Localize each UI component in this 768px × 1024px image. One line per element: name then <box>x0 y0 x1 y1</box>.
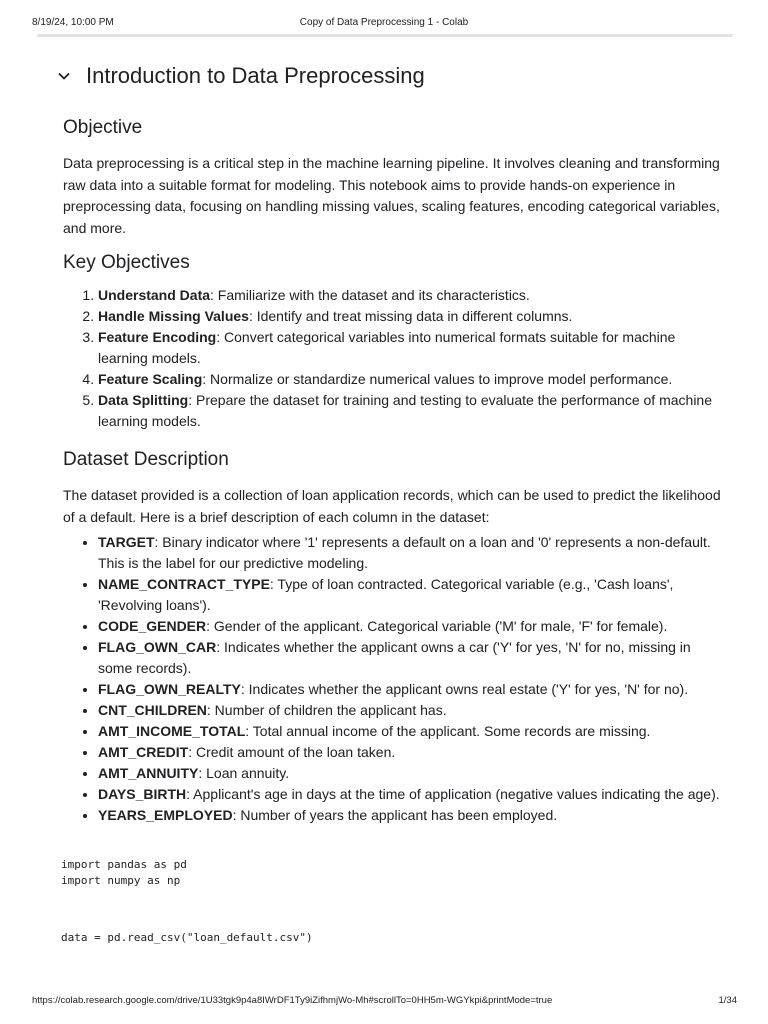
list-item <box>98 763 728 784</box>
column-term: NAME_CONTRACT_TYPE <box>98 576 270 592</box>
list-item <box>98 805 728 826</box>
column-desc: : Number of children the applicant has. <box>206 702 447 718</box>
item-term: Feature Encoding <box>98 329 217 345</box>
item-term: Data Splitting <box>98 392 189 408</box>
column-desc: : Applicant's age in days at the time of application (negative values indicating the age). <box>186 786 720 802</box>
column-desc: : Type of loan contracted. Categorical variable (e.g., 'Cash loans', 'Revolving loans'). <box>98 576 674 613</box>
column-desc: : Number of years the applicant has been employed. <box>232 807 558 823</box>
column-desc: : Binary indicator where '1' represents a default on a loan and '0' represents a non-default. This is the label for our predictive modeling. <box>98 534 711 571</box>
column-term: AMT_ANNUITY <box>98 765 199 781</box>
objective-text: Data preprocessing is a critical step in the machine learning pipeline. It involves cleaning and transforming raw data into a suitable format for modeling. This notebook aims to provide hands-on experience in preprocessing data, focusing on handling missing values, scaling features, encoding categorical variables, and more. <box>63 155 720 236</box>
code-cell-imports[interactable]: import pandas as pd import numpy as np <box>61 858 187 887</box>
item-desc: : Convert categorical variables into numerical formats suitable for machine learning models. <box>98 329 676 366</box>
page-number: 1/34 <box>718 995 737 1006</box>
column-term: AMT_CREDIT <box>98 744 189 760</box>
dataset-heading: Dataset Description <box>63 449 229 470</box>
item-desc: : Familiarize with the dataset and its characteristics. <box>210 287 530 303</box>
section-title: Introduction to Data Preprocessing <box>86 63 425 88</box>
print-url: https://colab.research.google.com/drive/1U33tgk9p4a8IWrDF1Ty9iZifhmjWo-Mh#scrollTo=0HH5m-WGYkpi&printMode=true <box>32 995 553 1006</box>
list-item <box>98 721 728 742</box>
item-desc: : Prepare the dataset for training and testing to evaluate the performance of machine learning models. <box>98 392 712 429</box>
column-desc: : Gender of the applicant. Categorical variable ('M' for male, 'F' for female). <box>206 618 668 634</box>
markdown-cell <box>63 114 728 826</box>
column-desc: : Loan annuity. <box>198 765 290 781</box>
list-item <box>98 700 728 721</box>
list-item <box>98 532 728 574</box>
section-header[interactable] <box>56 60 425 92</box>
item-term: Understand Data <box>98 287 211 303</box>
print-header <box>0 17 768 31</box>
key-objectives-list <box>63 285 728 432</box>
column-desc: : Total annual income of the applicant. Some records are missing. <box>245 723 651 739</box>
print-footer <box>0 995 768 1009</box>
key-objectives-heading: Key Objectives <box>63 252 190 273</box>
list-item <box>98 390 728 432</box>
list-item <box>98 306 728 327</box>
column-term: DAYS_BIRTH <box>98 786 187 802</box>
list-item <box>98 742 728 763</box>
print-datetime: 8/19/24, 10:00 PM <box>32 17 114 28</box>
list-item <box>98 327 728 369</box>
column-term: CODE_GENDER <box>98 618 207 634</box>
list-item <box>98 369 728 390</box>
code-cell-read-csv[interactable]: data = pd.read_csv("loan_default.csv") <box>61 931 313 944</box>
dataset-columns-list <box>63 532 728 826</box>
objective-heading: Objective <box>63 117 143 138</box>
item-term: Feature Scaling <box>98 371 203 387</box>
item-desc: : Identify and treat missing data in different columns. <box>248 308 573 324</box>
item-term: Handle Missing Values <box>98 308 249 324</box>
print-page-title: Copy of Data Preprocessing 1 - Colab <box>299 17 469 28</box>
chevron-down-icon[interactable] <box>56 68 72 84</box>
column-desc: : Indicates whether the applicant owns a car ('Y' for yes, 'N' for no, missing in some records). <box>98 639 691 676</box>
column-desc: : Credit amount of the loan taken. <box>188 744 396 760</box>
column-term: FLAG_OWN_REALTY <box>98 681 241 697</box>
item-desc: : Normalize or standardize numerical values to improve model performance. <box>202 371 673 387</box>
list-item <box>98 574 728 616</box>
column-term: CNT_CHILDREN <box>98 702 207 718</box>
list-item <box>98 637 728 679</box>
column-term: TARGET <box>98 534 155 550</box>
column-term: YEARS_EMPLOYED <box>98 807 233 823</box>
column-term: AMT_INCOME_TOTAL <box>98 723 246 739</box>
column-desc: : Indicates whether the applicant owns real estate ('Y' for yes, 'N' for no). <box>240 681 689 697</box>
list-item <box>98 679 728 700</box>
top-divider <box>37 34 733 37</box>
list-item <box>98 285 728 306</box>
dataset-intro: The dataset provided is a collection of loan application records, which can be used to predict the likelihood of a default. Here is a brief description of each column in the dataset: <box>63 487 721 525</box>
list-item <box>98 784 728 805</box>
list-item <box>98 616 728 637</box>
column-term: FLAG_OWN_CAR <box>98 639 217 655</box>
